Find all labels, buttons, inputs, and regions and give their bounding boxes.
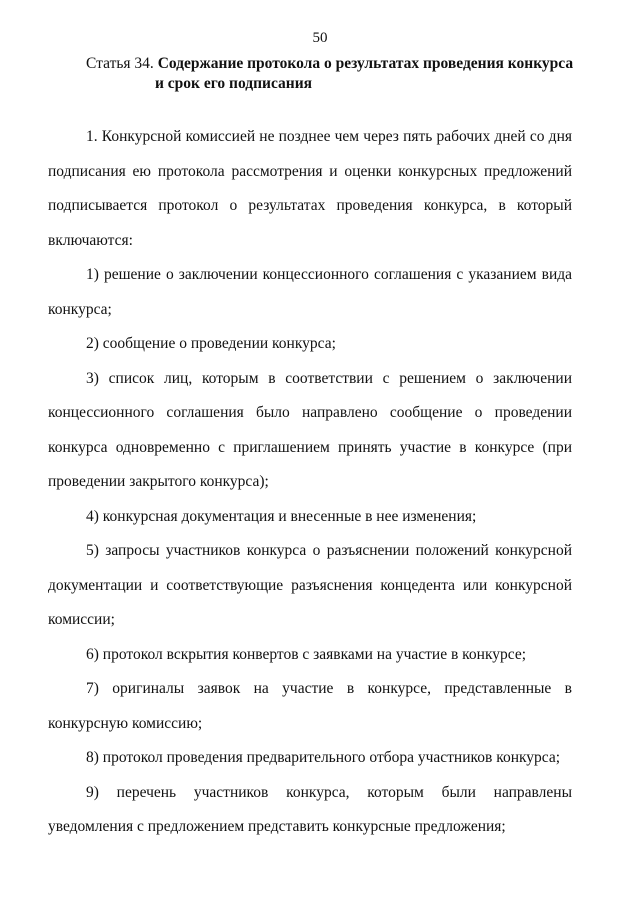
- article-title-line-1: Содержание протокола о результатах проведения конкурса: [157, 55, 574, 72]
- list-item-8: 8) протокол проведения предварительного отбора участников конкурса;: [86, 749, 561, 766]
- paragraph-1: 1. Конкурсной комиссией не позднее чем через пять рабочих дней со дня подписания ею протокола рассмотрения и оценки конкурсных предложений подписывается протокол о результатах проведения конкурса, в который включаются:: [48, 128, 572, 249]
- list-item-9: 9) перечень участников конкурса, которым были направлены уведомления с предложением представить конкурсные предложения;: [48, 783, 572, 835]
- list-item-6: 6) протокол вскрытия конвертов с заявками на участие в конкурсе;: [86, 645, 527, 663]
- list-item-1: 1) решение о заключении концессионного соглашения с указанием вида конкурса;: [48, 266, 572, 318]
- article-number: Статья 34.: [86, 55, 154, 72]
- list-item-4: 4) конкурсная документация и внесенные в нее изменения;: [86, 507, 477, 525]
- article-body: [48, 120, 572, 845]
- list-item-3: 3) список лиц, которым в соответствии с решением о заключении концессионного соглашения было направлено сообщение о проведении конкурса одновременно с приглашением принять участие в конкурсе (при проведении закрытого конкурса);: [48, 369, 572, 490]
- list-item-7: 7) оригиналы заявок на участие в конкурсе, представленные в конкурсную комиссию;: [48, 680, 572, 732]
- list-item-2: 2) сообщение о проведении конкурса;: [86, 335, 336, 352]
- list-item-5: 5) запросы участников конкурса о разъяснении положений конкурсной документации и соответствующие разъяснения концедента или конкурсной комиссии;: [48, 542, 572, 628]
- article-title-line-2: и срок его подписания: [155, 75, 313, 92]
- page-number: 50: [312, 30, 328, 46]
- article-heading: [86, 54, 586, 94]
